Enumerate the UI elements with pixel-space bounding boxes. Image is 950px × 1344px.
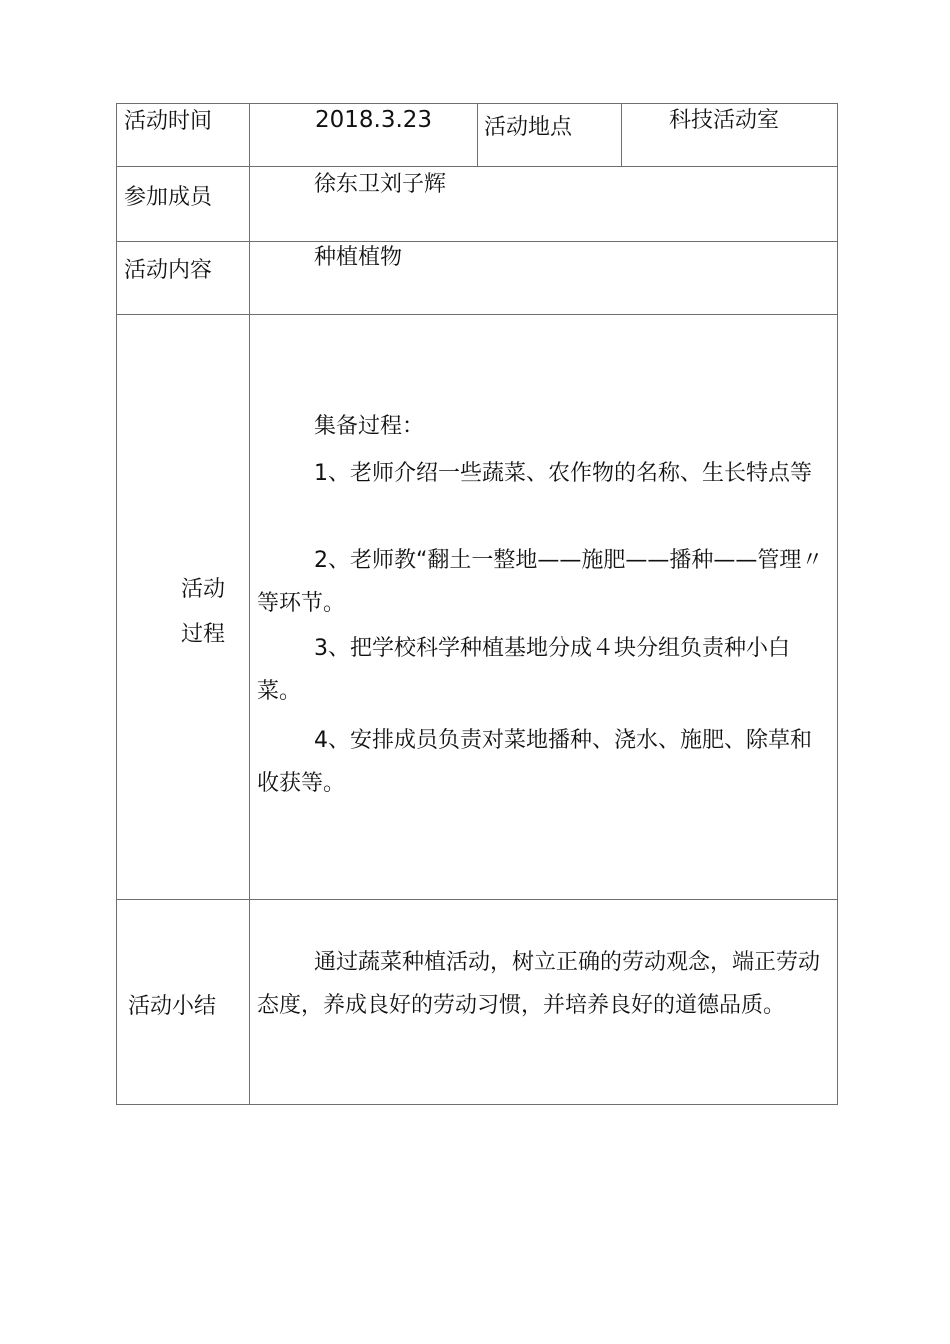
table-border-right <box>837 103 838 1105</box>
members-value: 徐东卫刘子辉 <box>314 172 447 197</box>
place-value: 科技活动室 <box>669 108 780 133</box>
summary-label: 活动小结 <box>128 994 217 1019</box>
process-item-4: 4、安排成员负责对菜地播种、浇水、施肥、除草和收获等。 <box>257 728 812 796</box>
members-label: 参加成员 <box>124 185 213 210</box>
content-label: 活动内容 <box>124 258 213 283</box>
label-column-divider <box>249 103 250 1105</box>
table-border-bottom <box>116 1104 838 1105</box>
process-label-line2: 过程 <box>181 622 226 647</box>
time-label: 活动时间 <box>124 109 213 134</box>
process-item-2: 2、老师教“翻土一整地——施肥——播种——管理〃等环节。 <box>257 548 824 616</box>
place-label: 活动地点 <box>484 115 573 140</box>
row-divider-4 <box>116 899 838 900</box>
process-item-1: 1、老师介绍一些蔬菜、农作物的名称、生长特点等 <box>314 461 812 486</box>
process-heading: 集备过程： <box>314 414 425 439</box>
row-divider-3 <box>116 314 838 315</box>
row-divider-1 <box>116 166 838 167</box>
activity-record-table <box>116 103 838 1105</box>
row-divider-2 <box>116 241 838 242</box>
place-label-divider-right <box>621 103 622 166</box>
place-label-divider-left <box>477 103 478 166</box>
table-border-left <box>116 103 117 1105</box>
process-item-3: 3、把学校科学种植基地分成４块分组负责种小白菜。 <box>257 636 790 704</box>
content-value: 种植植物 <box>314 245 403 270</box>
process-label-line1: 活动 <box>181 577 226 602</box>
summary-text: 通过蔬菜种植活动，树立正确的劳动观念，端正劳动态度，养成良好的劳动习惯，并培养良好的道德品质。 <box>257 950 821 1018</box>
time-value: 2018.3.23 <box>315 107 433 133</box>
